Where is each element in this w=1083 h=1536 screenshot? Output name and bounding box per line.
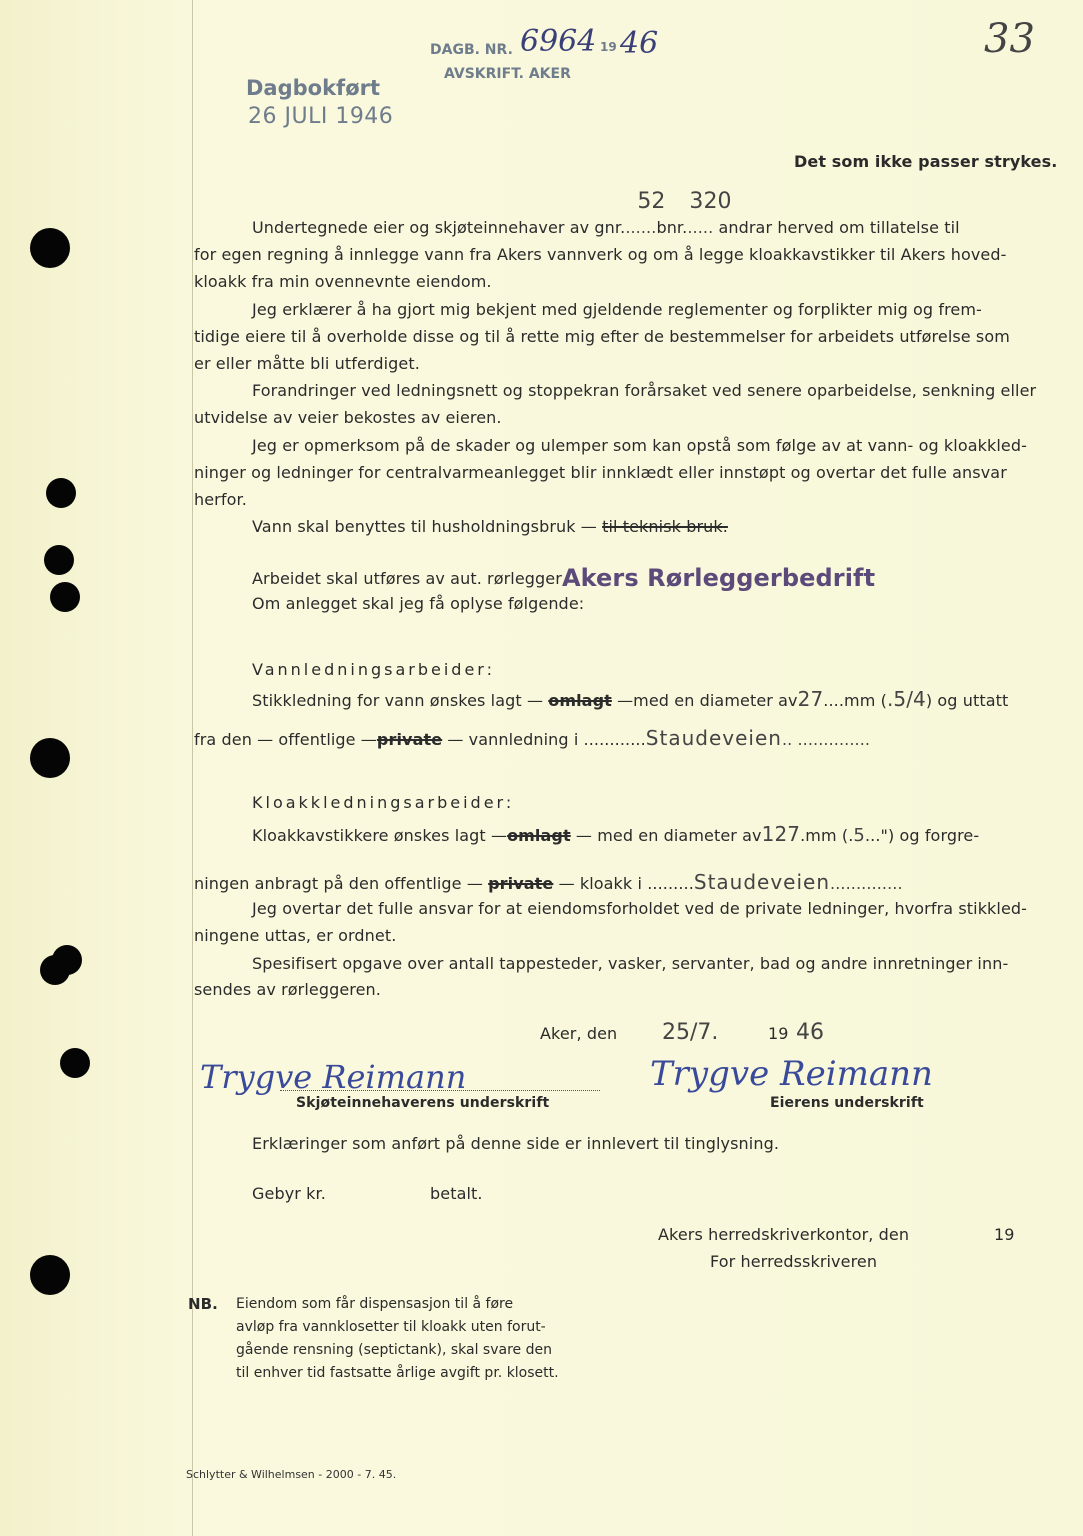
- text-line: ningen anbragt på den offentlige — private — kloakk i .........Staudeveien..............: [194, 870, 903, 894]
- bnr-value: 320: [689, 189, 732, 214]
- text-line: tidige eiere til å overholde disse og til å rette mig efter de bestemmelser for arbeidets utførelse som: [194, 327, 1010, 346]
- printer-line: Schlytter & Wilhelmsen - 2000 - 7. 45.: [186, 1468, 397, 1481]
- signature-line: [280, 1090, 600, 1091]
- text-line: utvidelse av veier bekostes av eieren.: [194, 408, 502, 427]
- text-line: Forandringer ved ledningsnett og stoppekran forårsaket ved senere oparbeidelse, senkning eller: [252, 381, 1037, 400]
- fee-paid: betalt.: [430, 1184, 483, 1203]
- dagb-number-hand: 6964: [520, 24, 597, 59]
- diameter-hand: 127: [761, 822, 801, 846]
- nb-line: Eiendom som får dispensasjon til å føre: [236, 1296, 514, 1312]
- nb-line: til enhver tid fastsatte årlige avgift pr. klosett.: [236, 1365, 559, 1381]
- inch-hand: 5: [853, 825, 865, 846]
- office-year: 19: [994, 1225, 1015, 1244]
- declaration-text: Erklæringer som anført på denne side er innlevert til tinglysning.: [252, 1134, 780, 1153]
- bokfort-date-stamp: 26 JULI 1946: [248, 104, 394, 129]
- text-line: Vann skal benyttes til husholdningsbruk — til teknisk bruk.: [252, 517, 728, 536]
- header-note: Det som ikke passer strykes.: [794, 152, 1058, 171]
- punch-hole: [30, 738, 70, 778]
- struck-text: til teknisk bruk.: [602, 517, 728, 536]
- text-line: Jeg overtar det fulle ansvar for at eiendomsforholdet ved de private ledninger, hvorfra stikkled-: [252, 899, 1028, 918]
- inch-hand: .5/4: [886, 687, 926, 711]
- signature-eier-label: Eierens underskrift: [770, 1095, 924, 1111]
- text-line: Arbeidet skal utføres av aut. rørleggerAkers Rørleggerbedrift: [252, 564, 876, 592]
- struck-text: omlagt: [548, 691, 612, 710]
- date-place: Aker, den: [540, 1024, 618, 1043]
- date-year-prefix: 19: [768, 1024, 789, 1043]
- text-line: Jeg er opmerksom på de skader og ulemper som kan opstå som følge av at vann- og kloakkled-: [252, 436, 1027, 455]
- signature-eier: Trygve Reimann: [650, 1054, 933, 1094]
- diameter-hand: 27: [797, 687, 824, 711]
- bokfort-stamp: Dagbokført: [246, 76, 381, 100]
- office-signer: For herredsskriveren: [710, 1252, 878, 1271]
- dagb-year-prefix: 19: [600, 40, 617, 54]
- fee-label: Gebyr kr.: [252, 1184, 326, 1203]
- text-line: for egen regning å innlegge vann fra Akers vannverk og om å legge kloakkavstikker til Akers hoved-: [194, 245, 1007, 264]
- punch-hole: [30, 228, 70, 268]
- text-line: kloakk fra min ovennevnte eiendom.: [194, 272, 492, 291]
- text-line: Om anlegget skal jeg få oplyse følgende:: [252, 594, 585, 613]
- section-heading-vann: Vannledningsarbeider:: [252, 660, 495, 679]
- section-heading-kloakk: Kloakkledningsarbeider:: [252, 793, 515, 812]
- struck-text: private: [488, 874, 554, 893]
- signature-owner-label: Skjøteinnehaverens underskrift: [296, 1095, 550, 1111]
- text-line: fra den — offentlige —private — vannledning i ............Staudeveien.. ..............: [194, 726, 871, 750]
- struck-text: omlagt: [507, 826, 571, 845]
- punch-hole: [46, 478, 76, 508]
- text-line: er eller måtte bli utferdiget.: [194, 354, 420, 373]
- punch-hole: [60, 1048, 90, 1078]
- office-line: Akers herredskriverkontor, den: [658, 1225, 910, 1244]
- company-stamp: Akers Rørleggerbedrift: [561, 564, 876, 592]
- text-line: Jeg erklærer å ha gjort mig bekjent med gjeldende reglementer og forplikter mig og frem-: [252, 300, 982, 319]
- text-line: herfor.: [194, 490, 247, 509]
- date-hand: 25/7.: [662, 1020, 719, 1045]
- dagb-year-hand: 46: [620, 26, 659, 61]
- text-line: Stikkledning for vann ønskes lagt — omlagt —med en diameter av27....mm (.5/4) og uttatt: [252, 687, 1009, 711]
- street-hand: Staudeveien: [645, 726, 782, 750]
- nb-line: avløp fra vannklosetter til kloakk uten forut-: [236, 1319, 546, 1335]
- text-line: Kloakkavstikkere ønskes lagt —omlagt — med en diameter av127.mm (.5...") og forgre-: [252, 822, 980, 846]
- punch-hole: [44, 545, 74, 575]
- punch-hole: [30, 1255, 70, 1295]
- text-line: Undertegnede eier og skjøteinnehaver av gnr. 52 ......bnr. 320 ..... andrar herved om tillatelse til: [252, 189, 960, 237]
- text-line: Spesifisert opgave over antall tappesteder, vasker, servanter, bad og andre innretninger inn-: [252, 954, 1009, 973]
- page-number: 33: [984, 16, 1035, 62]
- text-line: sendes av rørleggeren.: [194, 980, 381, 999]
- dagb-stamp: DAGB. NR.: [430, 42, 513, 58]
- nb-line: gående rensning (septictank), skal svare den: [236, 1342, 552, 1358]
- text-line: ningene uttas, er ordnet.: [194, 926, 397, 945]
- signature-owner: Trygve Reimann: [200, 1058, 467, 1096]
- punch-hole: [50, 582, 80, 612]
- punch-hole: [40, 955, 70, 985]
- struck-text: private: [376, 730, 443, 749]
- date-year-hand: 46: [796, 1020, 824, 1045]
- street-hand: Staudeveien: [693, 870, 831, 894]
- gnr-value: 52: [637, 189, 666, 214]
- text-line: ninger og ledninger for centralvarmeanlegget blir innklædt eller innstøpt og overtar det fulle ansvar: [194, 463, 1007, 482]
- nb-label: NB.: [188, 1295, 218, 1313]
- avskrift-stamp: AVSKRIFT. AKER: [444, 66, 571, 82]
